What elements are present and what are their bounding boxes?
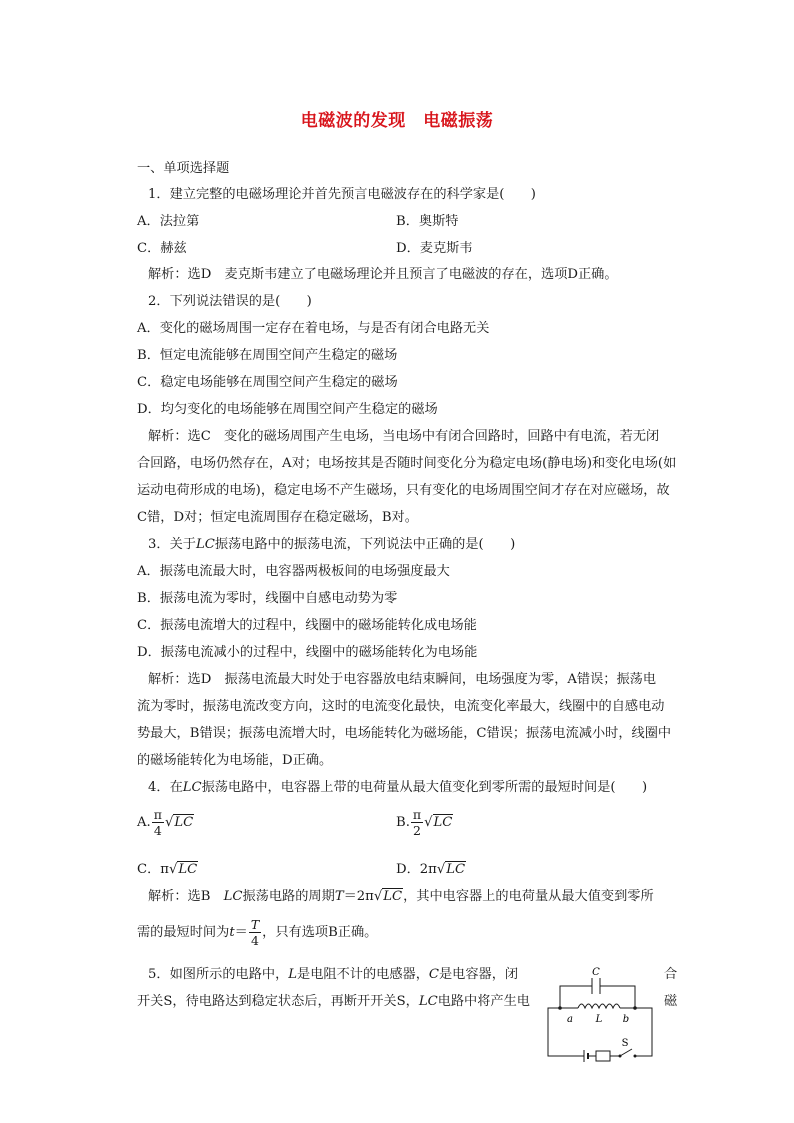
switch-pivot <box>619 1055 622 1058</box>
fraction <box>411 807 423 838</box>
label-c: C <box>592 967 600 978</box>
q4-analysis-pre: 解析：选B <box>148 889 224 904</box>
q2-analysis-line: 合回路，电场仍然存在，A对；电场按其是否随时间变化分为稳定电场(静电场)和变化电场(如 <box>137 456 677 471</box>
q4-analysis-line2-pre: 需的最短时间为 <box>137 925 230 940</box>
q5-line2 <box>137 993 530 1011</box>
sqrt-radicand: LC <box>178 862 198 877</box>
q4-option-a-label: A. <box>137 815 151 830</box>
frac-denominator: 4 <box>251 933 259 948</box>
q1-option-a: A．法拉第 <box>137 214 200 229</box>
q5-line1 <box>148 966 518 984</box>
q5-line2-post: 电路中将产生电 <box>437 994 530 1009</box>
frac-numerator: π <box>153 807 162 822</box>
q4-analysis-lc: LC <box>223 889 243 904</box>
fraction <box>152 807 164 838</box>
q3-option-c: C．振荡电流增大的过程中，线圈中的磁场能转化成电场能 <box>137 618 477 633</box>
q1-option-c: C．赫兹 <box>137 241 187 256</box>
q5-line1-post: 是电容器，闭 <box>439 967 519 982</box>
q3-analysis-line: 解析：选D 振荡电流最大时处于电容器放电结束瞬间，电场强度为零，A错误；振荡电 <box>148 672 657 687</box>
resistor <box>596 1051 610 1061</box>
frac-numerator: T <box>250 917 260 932</box>
sqrt-radicand: LC <box>383 889 403 904</box>
frac-denominator: 4 <box>153 823 162 838</box>
q4-option-b <box>396 807 453 838</box>
q4-option-c-label: C． <box>137 862 161 877</box>
q5-line2-pre: 开关S，待电路达到稳定状态后，再断开开关S， <box>137 994 419 1009</box>
q5-line1-pre: 5．如图所示的电路中， <box>148 967 289 982</box>
q3-stem-pre: 3．关于 <box>148 537 196 552</box>
q4-stem <box>148 779 647 797</box>
q4-option-d <box>396 858 466 877</box>
q4-analysis-line2 <box>137 917 377 948</box>
frac-numerator: π <box>412 807 422 822</box>
time-symbol: t <box>229 925 235 940</box>
switch-contact <box>634 1055 637 1058</box>
junction-dot-right <box>633 1006 637 1010</box>
switch-blade <box>620 1049 632 1056</box>
q2-option-b: B．恒定电流能够在周围空间产生稳定的磁场 <box>137 348 398 363</box>
q4-stem-lc: LC <box>182 780 202 795</box>
q2-analysis-line: C错，D对；恒定电流周围存在稳定磁场，B对。 <box>137 510 418 525</box>
q3-analysis-line: 势最大，B错误；振荡电流增大时，电场能转化为磁场能，C错误；振荡电流减小时，线圈中 <box>137 726 672 741</box>
q2-analysis-line: 解析：选C 变化的磁场周围产生电场，当电场中有闭合回路时，回路中有电流，若无闭 <box>148 429 660 444</box>
sqrt-radicand: LC <box>174 815 194 830</box>
q4-analysis-line2-post: ，只有选项B正确。 <box>262 925 378 940</box>
q4-analysis-post: ，其中电容器上的电荷量从最大值变到零所 <box>403 889 654 904</box>
q5-line1-tail: 合 <box>664 967 678 982</box>
label-a: a <box>567 1014 573 1025</box>
q1-option-b: B．奥斯特 <box>396 214 459 229</box>
label-l: L <box>595 1014 603 1025</box>
period-symbol: T <box>334 889 344 904</box>
q5-line2-tail: 磁 <box>664 994 678 1009</box>
q4-option-a <box>137 807 194 838</box>
q3-stem-lc: LC <box>195 537 215 552</box>
sqrt-symbol: √LC <box>436 862 466 877</box>
q2-option-a: A．变化的磁场周围一定存在着电场，与是否有闭合电路无关 <box>137 321 490 336</box>
q2-option-c: C．稳定电场能够在周围空间产生稳定的磁场 <box>137 375 398 390</box>
q1-option-d: D．麦克斯韦 <box>396 241 473 256</box>
q3-analysis-line: 流为零时，振荡电流改变方向，这时的电流变化最快，电流变化率最大，线圈中的自感电动 <box>137 699 665 714</box>
q1-analysis: 解析：选D 麦克斯韦建立了电磁场理论并且预言了电磁波的存在，选项D正确。 <box>148 267 618 282</box>
q4-stem-pre: 4．在 <box>148 780 183 795</box>
q2-analysis-line: 运动电荷形成的电场)，稳定电场不产生磁场，只有变化的电场周围空间才存在对应磁场，故 <box>137 483 670 498</box>
q2-stem: 2．下列说法错误的是( ) <box>148 294 312 309</box>
equals-2pi: ＝2π <box>343 889 374 904</box>
section-heading: 一、单项选择题 <box>137 161 230 176</box>
lc-circuit-diagram <box>540 962 662 1062</box>
q5-symbol-l: L <box>288 967 298 982</box>
q3-stem <box>148 536 515 554</box>
q4-analysis-line1 <box>148 885 654 904</box>
label-s: S <box>621 1038 629 1049</box>
inductor-coil <box>578 1004 620 1008</box>
q1-stem: 1．建立完整的电磁场理论并首先预言电磁波存在的科学家是( ) <box>148 187 536 202</box>
equals: ＝ <box>234 925 248 940</box>
q3-option-b: B．振荡电流为零时，线圈中自感电动势为零 <box>137 591 398 606</box>
wire-outer-left <box>548 1008 584 1056</box>
q5-line1-mid: 是电阻不计的电感器， <box>297 967 429 982</box>
sqrt-symbol: √LC <box>164 815 194 830</box>
sqrt-symbol: √LC <box>168 862 198 877</box>
pi-symbol: π <box>160 862 169 877</box>
sqrt-radicand: LC <box>446 862 466 877</box>
q4-option-c <box>137 858 198 877</box>
wire-outer-right <box>635 1008 652 1056</box>
frac-denominator: 2 <box>413 823 421 838</box>
q3-option-d: D．振荡电流减小的过程中，线圈中的磁场能转化为电场能 <box>137 645 478 660</box>
sqrt-radicand: LC <box>433 815 453 830</box>
q5-line2-lc: LC <box>418 994 438 1009</box>
q2-option-d: D．均匀变化的电场能够在周围空间产生稳定的磁场 <box>137 402 438 417</box>
fraction <box>249 917 261 948</box>
q4-stem-post: 振荡电路中，电容器上带的电荷量从最大值变化到零所需的最短时间是( ) <box>201 780 648 795</box>
q3-analysis-line: 的磁场能转化为电场能，D正确。 <box>137 753 333 768</box>
q5-symbol-c: C <box>428 967 439 982</box>
q3-option-a: A．振荡电流最大时，电容器两极板间的电场强度最大 <box>137 564 450 579</box>
coef-2: 2 <box>419 862 429 877</box>
q3-stem-post: 振荡电路中的振荡电流，下列说法中正确的是( ) <box>214 537 516 552</box>
q4-option-d-label: D． <box>396 862 420 877</box>
pi-symbol: π <box>428 862 437 877</box>
label-b: b <box>622 1014 630 1025</box>
junction-dot-left <box>558 1006 562 1010</box>
q4-option-b-label: B. <box>396 815 410 830</box>
q4-analysis-mid: 振荡电路的周期 <box>242 889 335 904</box>
page-title: 电磁波的发现 电磁振荡 <box>300 111 494 131</box>
sqrt-symbol: √LC <box>373 889 403 904</box>
sqrt-symbol: √LC <box>424 815 453 830</box>
